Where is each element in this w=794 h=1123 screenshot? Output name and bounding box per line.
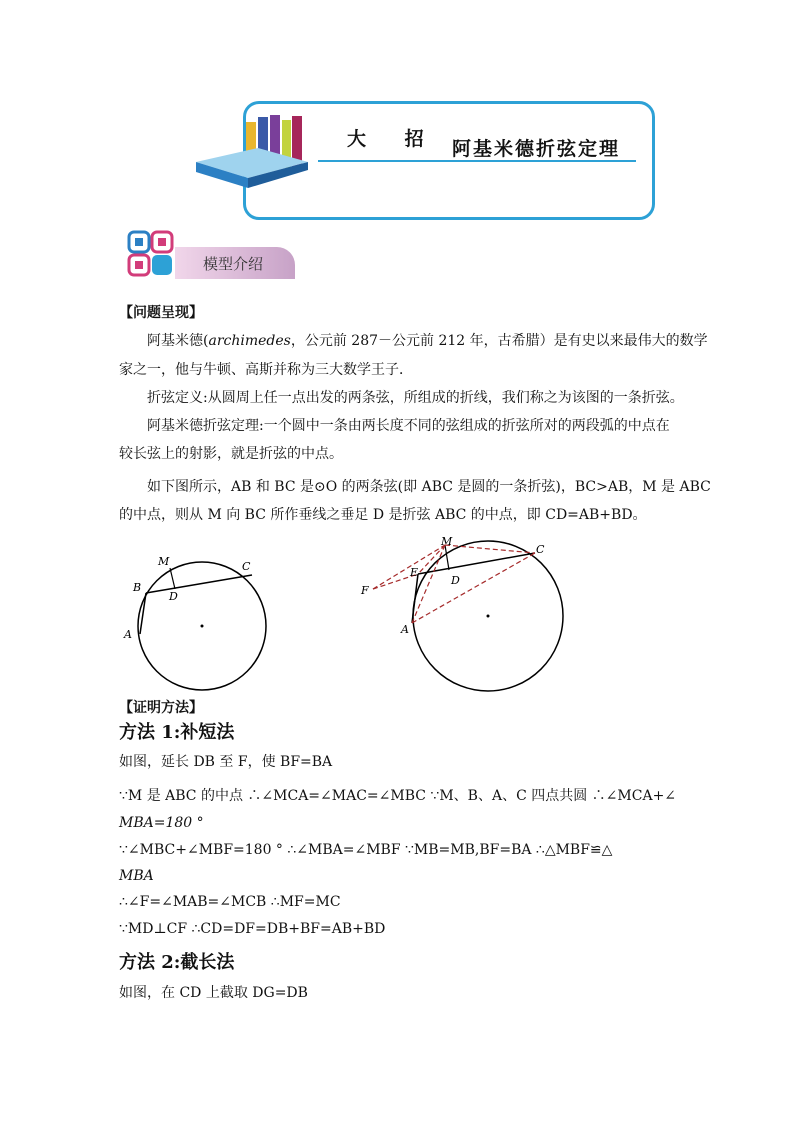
fig1-label-d: D xyxy=(169,590,178,603)
problem-p3: 阿基米德折弦定理:一个圆中一条由两长度不同的弦组成的折弦所对的两段弧的中点在 xyxy=(147,418,670,434)
fig1-label-m: M xyxy=(158,555,170,568)
books-icon xyxy=(188,112,318,190)
m1-line2: ∵M 是 ABC 的中点 ∴∠MCA=∠MAC=∠MBC ∵M、B、A、C 四点共圆 ∴∠MCA+∠ xyxy=(119,788,677,804)
fig2-label-e: E xyxy=(410,566,419,579)
fig2-label-d: D xyxy=(451,574,460,587)
m1-line4: ∵∠MBC+∠MBF=180 ° ∴∠MBA=∠MBF ∵MB=MB,BF=BA ∴△MBF≌△ xyxy=(119,842,613,858)
proof-heading: 【证明方法】 xyxy=(119,700,203,716)
fig2-label-c: C xyxy=(536,543,545,556)
fig2-label-m: M xyxy=(441,535,453,548)
m1-line6: ∴∠F=∠MAB=∠MCB ∴MF=MC xyxy=(119,894,341,910)
banner-title: 大 招 xyxy=(347,128,440,150)
section-tag-label: 模型介绍 xyxy=(203,255,264,273)
fig1-label-a: A xyxy=(124,628,132,641)
fig2-label-a: A xyxy=(401,623,409,636)
fig1-label-c: C xyxy=(242,560,251,573)
problem-p4-cont: 的中点，则从 M 向 BC 所作垂线之垂足 D 是折弦 ABC 的中点，即 CD=AB+BD。 xyxy=(119,507,647,523)
p1-c: ，公元前 287－公元前 212 年，古希腊）是有史以来最伟大的数学 xyxy=(290,333,708,349)
p1-b: archimedes xyxy=(208,333,291,349)
m1-line3: MBA=180 ° xyxy=(119,815,204,831)
m1-line5: MBA xyxy=(119,868,154,884)
problem-p1-cont: 家之一，他与牛顿、高斯并称为三大数学王子． xyxy=(119,362,413,378)
squares-icon xyxy=(127,230,179,278)
problem-p2: 折弦定义:从圆周上任一点出发的两条弦，所组成的折线，我们称之为该图的一条折弦。 xyxy=(147,390,684,406)
method2-title: 方法 2:截长法 xyxy=(119,952,235,973)
method1-title: 方法 1:补短法 xyxy=(119,722,235,743)
problem-heading: 【问题呈现】 xyxy=(119,305,203,321)
m1-line7: ∵MD⊥CF ∴CD=DF=DB+BF=AB+BD xyxy=(119,921,386,937)
m2-line1: 如图，在 CD 上截取 DG=DB xyxy=(119,985,308,1001)
fig2-label-f: F xyxy=(361,584,369,597)
m1-line1: 如图，延长 DB 至 F，使 BF=BA xyxy=(119,754,333,770)
problem-p4: 如下图所示，AB 和 BC 是⊙O 的两条弦(即 ABC 是圆的一条折弦)，BC>AB，M 是 ABC xyxy=(147,479,711,495)
banner-subtitle: 阿基米德折弦定理 xyxy=(452,138,621,160)
problem-p1 xyxy=(147,331,708,351)
fig1-label-b: B xyxy=(133,581,142,594)
figure-2 xyxy=(355,532,577,697)
problem-p3-cont: 较长弦上的射影，就是折弦的中点。 xyxy=(119,446,343,462)
p1-a: 阿基米德( xyxy=(147,333,209,349)
figure-1 xyxy=(118,548,278,696)
